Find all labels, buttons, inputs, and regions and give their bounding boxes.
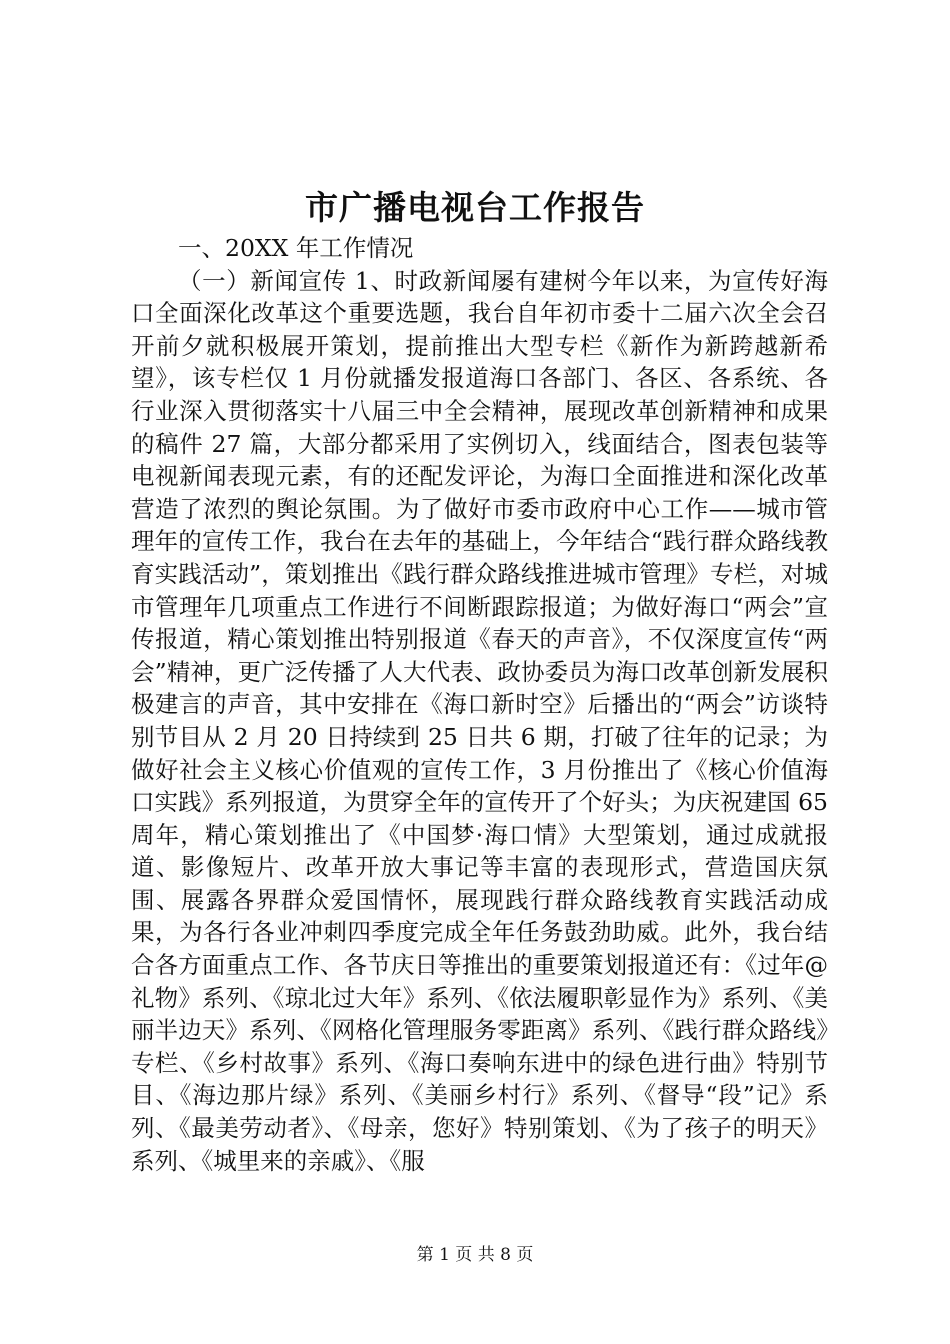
document-title: 市广播电视台工作报告 — [305, 188, 645, 227]
page-footer: 第 1 页 共 8 页 — [416, 1245, 534, 1265]
section-heading: 一、20XX 年工作情况 — [178, 234, 414, 262]
document-body — [131, 232, 828, 1177]
body-paragraph: （一）新闻宣传 1、时政新闻屡有建树今年以来，为宣传好海口全面深化改革这个重要选题，我台自年初市委十二届六次全会召开前夕就积极展开策划，提前推出大型专栏《新作为新跨越新希望》，该专栏仅 1 月份就播发报道海口各部门、各区、各系统、各行业深入贯彻落实十八届三中全会精神，展现改革创新精神和成果的稿件 27 篇，大部分都采用了实例切入，线面结合，图表包装等电视新闻表现元素，有的还配发评论，为海口全面推进和深化改革营造了浓烈的舆论氛围。为了做好市委市政府中心工作——城市管理年的宣传工作，我台在去年的基础上，今年结合“践行群众路线教育实践活动”，策划推出《践行群众路线推进城市管理》专栏，对城市管理年几项重点工作进行不间断跟踪报道；为做好海口“两会”宣传报道，精心策划推出特别报道《春天的声音》，不仅深度宣传“两会”精神，更广泛传播了人大代表、政协委员为海口改革创新发展积极建言的声音，其中安排在《海口新时空》后播出的“两会”访谈特别节目从 2 月 20 日持续到 25 日共 6 期，打破了往年的记录；为做好社会主义核心价值观的宣传工作，3 月份推出了《核心价值海口实践》系列报道，为贯穿全年的宣传开了个好头；为庆祝建国 65 周年，精心策划推出了《中国梦·海口情》大型策划，通过成就报道、影像短片、改革开放大事记等丰富的表现形式，营造国庆氛围、展露各界群众爱国情怀，展现践行群众路线教育实践活动成果，为各行各业冲刺四季度完成全年任务鼓劲助威。此外，我台结合各方面重点工作、各节庆日等推出的重要策划报道还有：《过年@礼物》系列、《琼北过大年》系列、《依法履职彰显作为》系列、《美丽半边天》系列、《网格化管理服务零距离》系列、《践行群众路线》专栏、《乡村故事》系列、《海口奏响东进中的绿色进行曲》特别节目、《海边那片绿》系列、《美丽乡村行》系列、《督导“段”记》系列、《最美劳动者》、《母亲，您好》特别策划、《为了孩子的明天》系列、《城里来的亲戚》、《服 — [131, 266, 828, 1175]
